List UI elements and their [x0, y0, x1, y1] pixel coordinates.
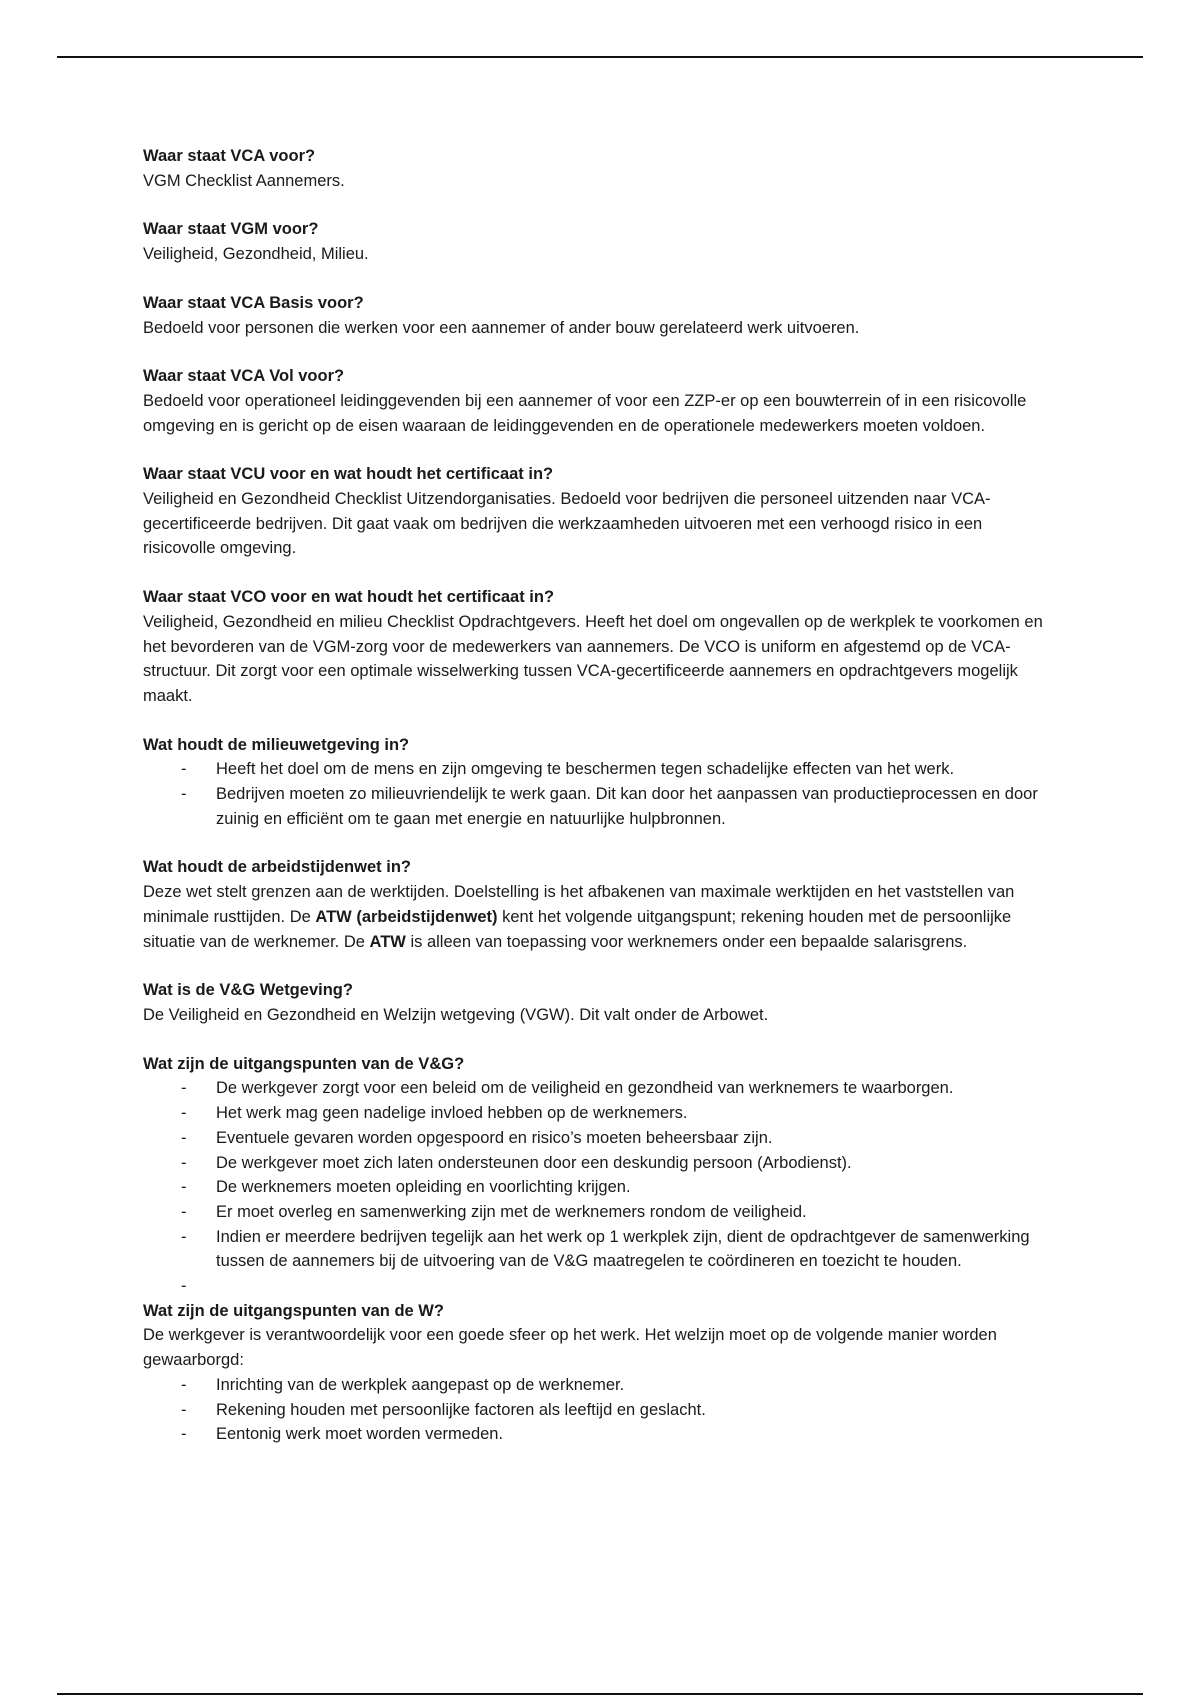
bullet-list [143, 757, 1055, 831]
list-item: - De werknemers moeten opleiding en voorlichting krijgen. [143, 1175, 1055, 1200]
list-item: - Eventuele gevaren worden opgespoord en risico’s moeten beheersbaar zijn. [143, 1126, 1055, 1151]
document-body [143, 144, 1055, 1471]
question-heading: Wat zijn de uitgangspunten van de V&G? [143, 1054, 465, 1073]
list-item: - Inrichting van de werkplek aangepast op de werknemer. [143, 1373, 1055, 1398]
list-item: - Heeft het doel om de mens en zijn omgeving te beschermen tegen schadelijke effecten van het werk. [143, 757, 1055, 782]
list-item: - Indien er meerdere bedrijven tegelijk aan het werk op 1 werkplek zijn, dient de opdrachtgever de samenwerking tussen de aannemers bij de uitvoering van de V&G maatregelen te coördineren en toezicht te houden. [143, 1225, 1055, 1274]
answer-text: Bedoeld voor operationeel leidinggevenden bij een aannemer of voor een ZZP-er op een bouwterrein of in een risicovolle omgeving en is gericht op de eisen waaraan de leidinggevenden en de operationele medewerkers moeten voldoen. [143, 391, 1027, 435]
section-vca-vol [143, 364, 1055, 438]
list-item: - Bedrijven moeten zo milieuvriendelijk te werk gaan. Dit kan door het aanpassen van productieprocessen en door zuinig en efficiënt om te gaan met energie en natuurlijke hulpbronnen. [143, 782, 1055, 831]
answer-text [143, 880, 1055, 954]
answer-text: Veiligheid, Gezondheid en milieu Checklist Opdrachtgevers. Heeft het doel om ongevallen op de werkplek te voorkomen en het bevorderen van de VGM-zorg voor de medewerkers van aannemers. De VCO is uniform en afgestemd op de VCA-structuur. Dit zorgt voor een optimale wisselwerking tussen VCA-gecertificeerde aannemers en opdrachtgevers mogelijk maakt. [143, 612, 1043, 705]
question-heading: Waar staat VCA voor? [143, 147, 316, 165]
section-vca [143, 144, 1055, 193]
question-heading: Waar staat VGM voor? [143, 220, 319, 239]
list-item: - De werkgever zorgt voor een beleid om de veiligheid en gezondheid van werknemers te waarborgen. [143, 1076, 1055, 1101]
answer-text: De werkgever is verantwoordelijk voor een goede sfeer op het werk. Het welzijn moet op de volgende manier worden gewaarborgd: [143, 1326, 997, 1370]
question-heading: Waar staat VCO voor en wat houdt het certificaat in? [143, 588, 555, 607]
answer-text: VGM Checklist Aannemers. [143, 171, 345, 190]
section-vgm [143, 217, 1055, 266]
section-vca-basis [143, 291, 1055, 340]
list-item: - Er moet overleg en samenwerking zijn met de werknemers rondom de veiligheid. [143, 1200, 1055, 1225]
header-rule [57, 56, 1143, 58]
question-heading: Waar staat VCA Basis voor? [143, 293, 364, 312]
question-heading: Waar staat VCA Vol voor? [143, 367, 345, 386]
answer-text: Veiligheid, Gezondheid, Milieu. [143, 245, 369, 264]
section-arbeidstijdenwet [143, 855, 1055, 954]
answer-text: Bedoeld voor personen die werken voor een aannemer of ander bouw gerelateerd werk uitvoeren. [143, 318, 860, 337]
bullet-list [143, 1076, 1055, 1298]
bullet-list [143, 1373, 1055, 1447]
footer-rule [57, 1693, 1143, 1695]
section-w-uitgangspunten [143, 1299, 1055, 1447]
section-milieuwetgeving [143, 733, 1055, 832]
question-heading: Wat zijn de uitgangspunten van de W? [143, 1301, 444, 1320]
section-vg-uitgangspunten [143, 1052, 1055, 1299]
list-item: - Het werk mag geen nadelige invloed hebben op de werknemers. [143, 1101, 1055, 1126]
list-item: - De werkgever moet zich laten ondersteunen door een deskundig persoon (Arbodienst). [143, 1151, 1055, 1176]
question-heading: Wat houdt de arbeidstijdenwet in? [143, 858, 411, 877]
empty-list-item [143, 1274, 1055, 1299]
list-item: - Eentonig werk moet worden vermeden. [143, 1422, 1055, 1447]
section-vcu [143, 462, 1055, 561]
atw-term-bold: ATW (arbeidstijdenwet) [315, 907, 498, 926]
section-vco [143, 585, 1055, 709]
answer-text: Veiligheid en Gezondheid Checklist Uitzendorganisaties. Bedoeld voor bedrijven die personeel uitzenden naar VCA-gecertificeerde bedrijven. Dit gaat vaak om bedrijven die werkzaamheden uitvoeren met een verhoogd risico in een risicovolle omgeving. [143, 490, 991, 558]
section-vg-wetgeving [143, 978, 1055, 1027]
question-heading: Wat is de V&G Wetgeving? [143, 981, 353, 1000]
question-heading: Wat houdt de milieuwetgeving in? [143, 735, 410, 754]
answer-text-part: is alleen van toepassing voor werknemers onder een bepaalde salarisgrens. [405, 932, 968, 951]
atw-term-bold: ATW [369, 932, 406, 951]
answer-text-part: Deze wet stelt grenzen aan de werktijden. Doelstelling is het afbakenen van maximale werktijden en het vaststellen van minimale rusttijden. De [143, 883, 1015, 926]
question-heading: Waar staat VCU voor en wat houdt het certificaat in? [143, 465, 554, 484]
list-item: - Rekening houden met persoonlijke factoren als leeftijd en geslacht. [143, 1398, 1055, 1423]
answer-text: De Veiligheid en Gezondheid en Welzijn wetgeving (VGW). Dit valt onder de Arbowet. [143, 1005, 769, 1024]
answer-text-part: kent het volgende uitgangspunt; rekening houden met de persoonlijke situatie van de werknemer. De [143, 907, 1012, 951]
